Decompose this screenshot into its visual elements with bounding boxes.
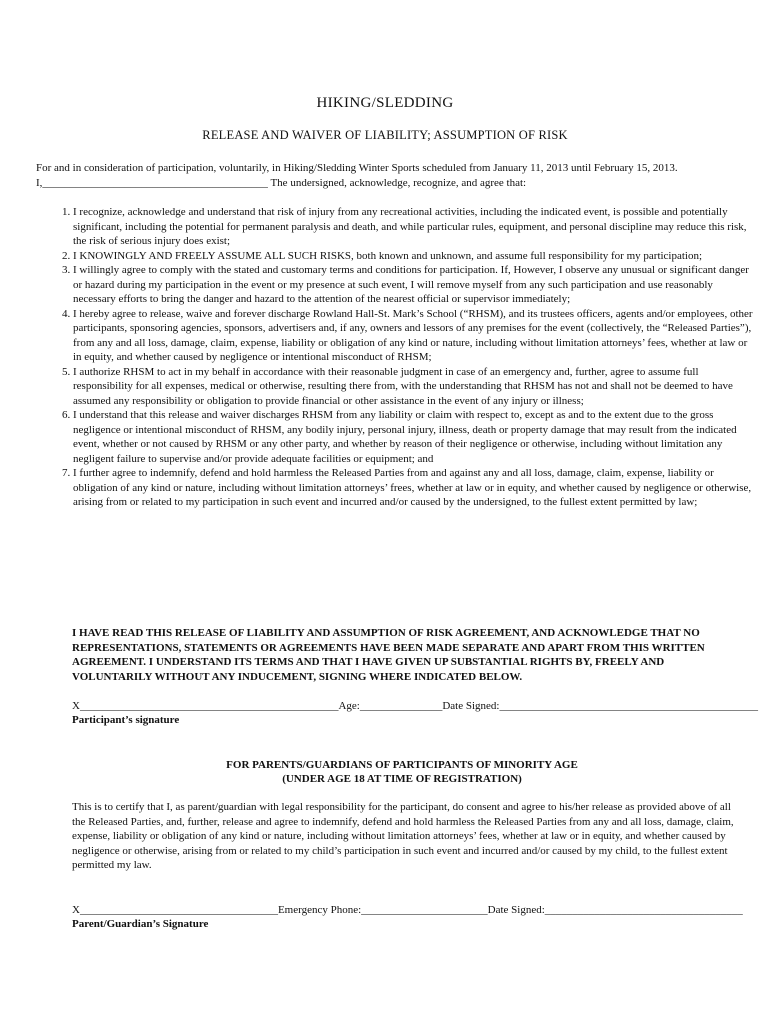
minors-heading: FOR PARENTS/GUARDIANS OF PARTICIPANTS OF MINORITY AGE: [226, 759, 578, 771]
participant-signature-line[interactable]: X_______________________________________________Age:_______________Date Signed:_______________________________________________: [72, 700, 758, 712]
document-subtitle: RELEASE AND WAIVER OF LIABILITY; ASSUMPTION OF RISK: [202, 128, 568, 142]
term-item-6: 6. I understand that this release and waiver discharges RHSM from any liability or claim with respect to, except as and to the extent due to the gross negligence or intentional misconduct of RHSM, any bodily injury, personal injury, illness, death or property damage that may result from the indicated event, whether or not caused by RHSM or any other party, and whether by reason of their negligence or otherwise, including without limitation any negligent failure to supervise and/or provide adequate facilities or equipment; and: [73, 408, 753, 466]
intro-paragraph: For and in consideration of participation, voluntarily, in Hiking/Sledding Winter Sports scheduled from January 11, 2013 until February 15, 2013. I,_________________________________________ The undersigned, acknowledge, recognize, and agree that:: [36, 162, 678, 189]
acknowledgement-paragraph: I HAVE READ THIS RELEASE OF LIABILITY AND ASSUMPTION OF RISK AGREEMENT, AND ACKNOWLEDGE THAT NO REPRESENTATIONS, STATEMENTS OR AGREEMENTS HAVE BEEN MADE SEPARATE AND APART FROM THIS WRITTEN AGREEMENT. I UNDERSTAND ITS TERMS AND THAT I HAVE GIVEN UP SUBSTANTIAL RIGHTS BY, FREELY AND VOLUNTARILY WITHOUT ANY INDUCEMENT, SIGNING WHERE INDICATED BELOW.: [72, 627, 705, 683]
term-item-2: 2. I KNOWINGLY AND FREELY ASSUME ALL SUCH RISKS, both known and unknown, and assume full responsibility for my participation;: [73, 249, 753, 264]
terms-list: [36, 205, 753, 510]
document-title: HIKING/SLEDDING: [316, 95, 454, 111]
participant-signature-label: Participant’s signature: [72, 714, 180, 726]
guardian-signature-line[interactable]: X____________________________________Emergency Phone:_______________________Date Signed:____________________________________: [72, 904, 743, 916]
term-item-4: 4. I hereby agree to release, waive and forever discharge Rowland Hall-St. Mark’s School (“RHSM), and its trustees officers, agents and/or employees, other participants, sponsoring agencies, sponsors, advertisers and, if any, owners and lessors of any premises for the event (collectively, the “Released Parties”), from any and all loss, damage, claim, expense, liability or obligation of any kind or nature, including without limitation attorneys’ fees, whether at law or in equity, and whether caused by negligence or intentional misconduct of RHSM;: [73, 307, 753, 365]
term-item-1: 1. I recognize, acknowledge and understand that risk of injury from any recreational activities, including the indicated event, is possible and potentially significant, including the potential for permanent paralysis and death, and while particular rules, equipment, and personal discipline may reduce this risk, the risk of serious injury does exist;: [73, 205, 753, 249]
term-item-7: 7. I further agree to indemnify, defend and hold harmless the Released Parties from and against any and all loss, damage, claim, expense, liability or obligation of any kind or nature, including without limitation attorneys’ frees, whether at law or in equity, and whether caused by negligence or otherwise, arising from or related to my participation in such event and incurred and/or caused by the undersigned, to the fullest extent permitted by law;: [73, 466, 753, 510]
minors-consent-paragraph: This is to certify that I, as parent/guardian with legal responsibility for the participant, do consent and agree to his/her release as provided above of all the Released Parties, and, further, release and agree to indemnify, defend and hold harmless the Released Parties from any and all loss, damage, claim, expense, liability or obligation of any kind or nature, including without limitation attorneys’ fees, whether at law or in equity, and whether caused by negligence or otherwise, arising from or related to my child’s participation in such event and incurred and/or caused by my child, to the fullest extent permitted my law.: [72, 801, 734, 872]
term-item-3: 3. I willingly agree to comply with the stated and customary terms and conditions for participation. If, However, I observe any unusual or significant danger or hazard during my participation in the event or my presence at such event, I will remove myself from any such participation and use reasonably necessary efforts to bring the danger and hazard to the attention of the nearest official or supervisor immediately;: [73, 263, 753, 307]
guardian-signature-label: Parent/Guardian’s Signature: [72, 918, 209, 930]
minors-subheading: (UNDER AGE 18 AT TIME OF REGISTRATION): [282, 773, 522, 785]
term-item-5: 5. I authorize RHSM to act in my behalf in accordance with their reasonable judgment in case of an emergency and, further, agree to assume full responsibility for all expenses, medical or otherwise, resulting there from, with the understanding that RHSM has not and shall not be deemed to have assumed any responsibility or obligation to provide financial or other assistance in the event of any injury or illness;: [73, 365, 753, 409]
